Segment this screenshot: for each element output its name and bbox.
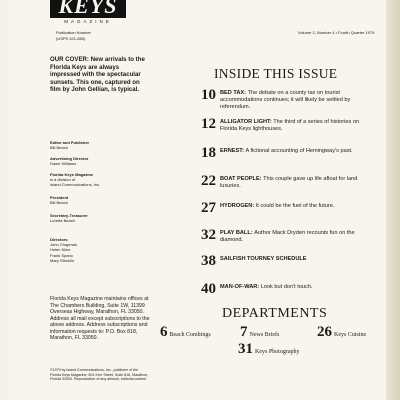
entry-desc: It could be the fuel of the future. [255,203,335,209]
credit-name: Mary Stricklin [50,257,75,263]
entry-title: MAN-OF-WAR: [220,284,260,290]
entry-page-number: 10 [201,87,216,103]
department-label: Beach Combings [169,332,211,338]
entry-title: SAILFISH TOURNEY SCHEDULE [220,256,307,262]
credit-name: Bill Beach [50,145,68,151]
entry-title: ERNEST: [220,148,244,154]
departments-title: DEPARTMENTS [222,306,328,321]
credit-name: Island Communications, Inc. [50,182,101,188]
department-label: Keys Cuisine [334,332,367,338]
entry-page-number: 38 [201,253,216,269]
credit-role: Editor and Publisher [50,140,90,145]
department-page-number: 31 [238,341,253,357]
credit-role: Secretary-Treasurer [50,213,88,218]
entry-page-number: 27 [201,200,216,216]
usps-number: (USPS 421-850) [56,35,86,41]
cover-note [50,56,150,94]
department-page-number: 26 [317,324,332,340]
entry-text [220,203,372,210]
pub-number-label: Publication Number [56,30,91,35]
contents-title: INSIDE THIS ISSUE [214,66,338,81]
entry-page-number: 22 [201,173,216,189]
cover-note-text: New arrivals to the Florida Keys are always impressed with the spectacular sunsets. This one, captured on film by John Gellian, is typical. [50,56,145,94]
credit-directors [50,237,150,263]
entry-page-number: 40 [201,281,216,297]
department-entry [317,323,366,341]
department-page-number: 6 [160,324,168,340]
credit-editor [50,140,150,150]
office-note: Florida Keys Magazine maintains offices at The Chambers Building, Suite 1W, 11399 Overseas Highway, Marathon, FL 33050. Address all mail except subscriptions to the above address. Address subscriptions and information requests to: P.O. Box 818, Marathon, FL 33050. [50,296,150,341]
entry-desc: Look but don't touch. [260,284,313,290]
keys-logo: KEYS [50,0,126,18]
entry-desc: Author Mack Dryden recounts fun on the diamond. [220,230,355,243]
credit-role: Florida Keys Magazine [50,172,94,177]
department-label: News Briefs [249,332,280,338]
entry-desc: The third of a series of histories on Florida Keys lighthouses. [220,119,360,132]
credit-role: Advertising Director [50,156,89,161]
entry-page-number: 32 [201,227,216,243]
department-entry [238,340,300,358]
credit-name: Bill Beach [50,200,68,206]
entry-desc: The debate on a county tax on tourist accommodations continues; it will likely be settled by referendum. [220,90,351,110]
entry-page-number: 18 [201,145,216,161]
entry-text [220,148,372,155]
entry-title: PLAY BALL: [220,230,253,236]
credit-name: is a division of [50,177,76,183]
department-entry [240,323,279,341]
entry-text [220,119,372,133]
cover-note-lead: OUR COVER: [50,56,89,63]
credit-name: Loretta Beach [50,218,75,224]
credit-name: Frank Spano [50,252,73,258]
entry-title: ALLIGATOR LIGHT: [220,119,272,125]
entry-title: BOAT PEOPLE: [220,176,262,182]
entry-text [220,90,372,111]
entry-title: HYDROGEN: [220,203,255,209]
entry-text [220,176,372,190]
entry-text [220,284,372,291]
credit-role: Directors [50,237,68,242]
credit-president [50,195,150,205]
entry-text [220,256,372,263]
copyright-note: ©1979 by Island Communications, Inc., publisher of the Florida Keys Magazine, 801 Kerr Street, Suite 818, Marathon, Florida 33050. Reproduction of any artwork, editorial content [50,368,149,382]
credit-name: John Chapman [50,242,78,248]
page-edge [386,0,400,400]
entry-page-number: 12 [201,116,216,132]
publication-number [56,30,91,41]
entry-desc: A fictional accounting of Hemingway's past. [245,148,353,154]
magazine-label: MAGAZINE [64,19,112,24]
magazine-page [8,0,386,400]
credit-division [50,172,150,188]
volume-line: Volume 2, Number 4 • Fourth Quarter 1979 [298,30,375,35]
department-page-number: 7 [240,324,248,340]
credit-role: President [50,195,69,200]
entry-title: BED TAX: [220,90,246,96]
credit-name: Helen Kline [50,247,71,253]
department-label: Keys Photography [255,349,300,355]
entry-text [220,230,372,244]
credit-advertising [50,156,150,166]
credit-name: Dawn Williams [50,161,77,167]
credit-secretary [50,213,150,223]
entry-desc: This couple gave up life afloat for land luxuries. [220,176,358,189]
department-entry [160,323,211,341]
